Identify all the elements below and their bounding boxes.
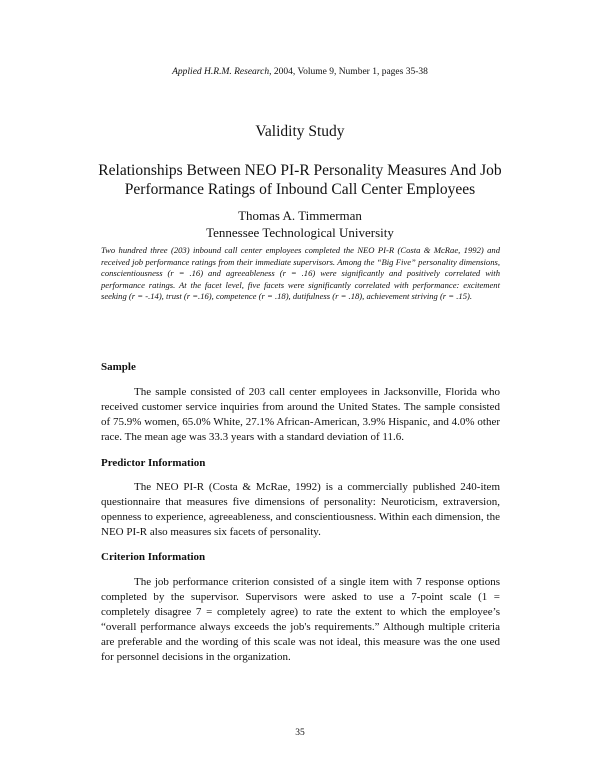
section-heading-sample: Sample [101, 361, 136, 373]
abstract: Two hundred three (203) inbound call center employees completed the NEO PI-R (Costa & McRae, 1992) and received job performance ratings from their immediate supervisors. Among the “Big Five” personality dimensions, conscientiousness (r = .16) and agreeableness (r = .16) were significantly and positively correlated with performance ratings. At the facet level, five facets were significantly correlated with performance: excitement seeking (r = -.14), trust (r =.16), competence (r = .18), dutifulness (r = .18), achievement striving (r = .15). [101, 245, 500, 302]
study-type-label: Validity Study [255, 123, 345, 140]
section-body-sample: The sample consisted of 203 call center employees in Jacksonville, Florida who received customer service inquiries from around the United States. The sample consisted of 75.9% women, 65.0% White, 27.1% African-American, 3.9% Hispanic, and 4.0% other race. The mean age was 33.3 years with a standard deviation of 11.6. [101, 386, 500, 444]
article-title: Relationships Between NEO PI-R Personality Measures And Job Performance Ratings of Inbound Call Center Employees [98, 162, 502, 198]
author-name: Thomas A. Timmerman [238, 208, 362, 223]
citation-details: , 2004, Volume 9, Number 1, pages 35-38 [269, 67, 428, 77]
journal-name: Applied H.R.M. Research [172, 67, 270, 77]
running-head [0, 67, 600, 77]
section-body-predictor: The NEO PI-R (Costa & McRae, 1992) is a commercially published 240-item questionnaire that measures five dimensions of personality: Neuroticism, extraversion, openness to experience, agreeableness, and conscientiousness. Within each dimension, the NEO PI-R also measures six facets of personality. [101, 481, 500, 539]
author-block [0, 207, 600, 241]
section-body-criterion: The job performance criterion consisted of a single item with 7 response options completed by the supervisor. Supervisors were asked to use a 7-point scale (1 = completely disagree 7 = completely agree) to rate the extent to which the employee’s “overall performance always exceeds the job's requirements.” Although multiple criteria are preferable and the wording of this scale was not ideal, this measure was the one used for personnel decisions in the organization. [101, 576, 500, 664]
author-affiliation: Tennessee Technological University [206, 225, 394, 240]
page-number: 35 [295, 728, 305, 738]
section-heading-criterion: Criterion Information [101, 551, 206, 563]
section-heading-predictor: Predictor Information [101, 457, 206, 469]
